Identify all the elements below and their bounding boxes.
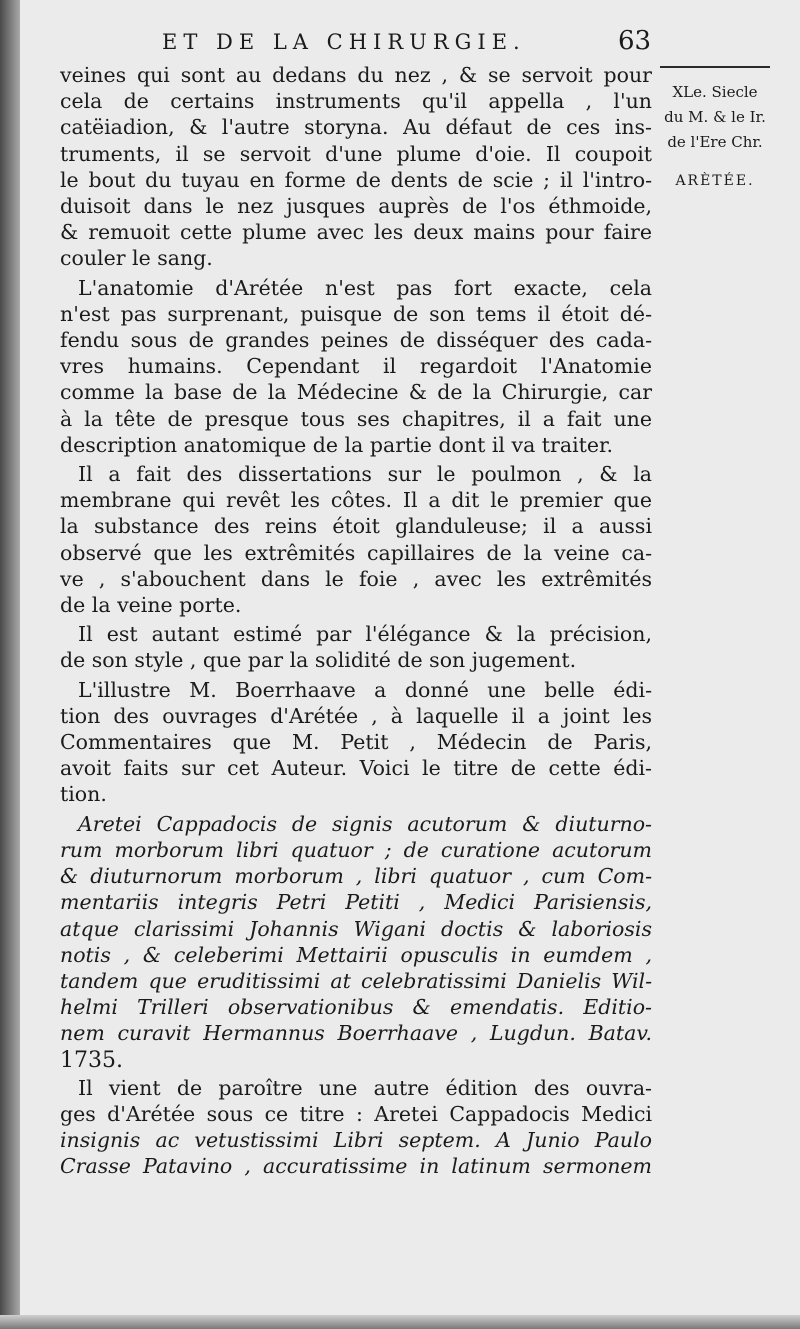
text-line: catëiadion, & l'autre storyna. Au défaut de ces ins- — [60, 115, 652, 140]
text-line: L'anatomie d'Arétée n'est pas fort exacte, cela — [78, 275, 652, 300]
latin-title-line: Aretei Cappadocis de signis acutorum & diuturno- — [78, 811, 652, 836]
text-line: Crasse Patavino , accuratissime in latinum sermonem — [60, 1154, 652, 1179]
text-line: truments, il se servoit d'une plume d'oie. Il coupoit — [60, 141, 652, 166]
text-line: Il est autant estimé par l'élégance & la précision, — [78, 622, 652, 647]
latin-title-line: nem curavit Hermannus Boerrhaave , Lugdun. Batav. — [60, 1021, 652, 1046]
text-line: couler le sang. — [60, 246, 213, 271]
text-line: le bout du tuyau en forme de dents de scie ; il l'intro- — [60, 167, 652, 192]
text-line: Il a fait des dissertations sur le poulmon , & la — [78, 462, 652, 487]
margin-author-name: ARÈTÉE. — [675, 173, 755, 189]
margin-note-line: du M. & le Ir. — [664, 108, 766, 126]
text-line: duisoit dans le nez jusques auprès de l'os éthmoide, — [60, 194, 652, 219]
page-binding-shadow — [0, 0, 20, 1329]
text-line: tion. — [60, 782, 107, 807]
page-number: 63 — [618, 26, 652, 56]
text-line: vres humains. Cependant il regardoit l'Anatomie — [60, 354, 652, 379]
text-line: observé que les extrêmités capillaires de la veine ca- — [60, 540, 652, 565]
text-line: insignis ac vetustissimi Libri septem. A Junio Paulo — [60, 1127, 652, 1152]
latin-title-line: rum morborum libri quatuor ; de curatione acutorum — [60, 837, 652, 862]
text-line: comme la base de la Médecine & de la Chirurgie, car — [60, 380, 652, 405]
latin-title-line: & diuturnorum morborum , libri quatuor , cum Com- — [60, 864, 652, 889]
body-text — [60, 62, 652, 1179]
text-line: L'illustre M. Boerrhaave a donné une belle édi- — [78, 677, 652, 702]
text-line: ve , s'abouchent dans le foie , avec les extrêmités — [60, 566, 652, 591]
text-line: à la tête de presque tous ses chapitres, il a fait une — [60, 406, 652, 431]
margin-rule — [660, 66, 770, 68]
running-header: ET DE LA CHIRURGIE. — [162, 30, 526, 54]
publication-year: 1735. — [60, 1047, 123, 1073]
text-line: membrane qui revêt les côtes. Il a dit le premier que — [60, 488, 652, 513]
text-line: la substance des reins étoit glanduleuse; il a aussi — [60, 514, 652, 539]
text-line: Commentaires que M. Petit , Médecin de Paris, — [60, 730, 652, 755]
latin-title-line: notis , & celeberimi Mettairii opusculis in eumdem , — [60, 942, 652, 967]
text-line: Il vient de paroître une autre édition des ouvra- — [78, 1075, 652, 1100]
text-line: veines qui sont au dedans du nez , & se servoit pour — [60, 63, 652, 87]
margin-note — [650, 80, 780, 194]
latin-title-line: helmi Trilleri observationibus & emendatis. Editio- — [60, 995, 652, 1020]
margin-note-line: XLe. Siecle — [672, 83, 758, 101]
text-line: & remuoit cette plume avec les deux mains pour faire — [60, 220, 652, 245]
text-line: ges d'Arétée sous ce titre : Aretei Cappadocis Medici — [60, 1101, 652, 1126]
text-line: cela de certains instruments qu'il appella , l'un — [60, 89, 652, 114]
page-bottom-edge — [0, 1315, 800, 1329]
latin-title-line: tandem que eruditissimi at celebratissimi Danielis Wil- — [60, 968, 652, 993]
text-line: avoit faits sur cet Auteur. Voici le titre de cette édi- — [60, 756, 652, 781]
text-line: de son style , que par la solidité de son jugement. — [60, 648, 577, 673]
text-line: n'est pas surprenant, puisque de son tems il étoit dé- — [60, 301, 652, 326]
latin-title-line: atque clarissimi Johannis Wigani doctis & laboriosis — [60, 916, 652, 941]
text-line: description anatomique de la partie dont il va traiter. — [60, 432, 614, 457]
latin-title-line: mentariis integris Petri Petiti , Medici Parisiensis, — [60, 890, 652, 915]
text-line: fendu sous de grandes peines de disséquer des cada- — [60, 328, 652, 353]
text-line: tion des ouvrages d'Arétée , à laquelle il a joint les — [60, 703, 652, 728]
margin-note-line: de l'Ere Chr. — [667, 133, 763, 151]
text-line: de la veine porte. — [60, 593, 242, 618]
